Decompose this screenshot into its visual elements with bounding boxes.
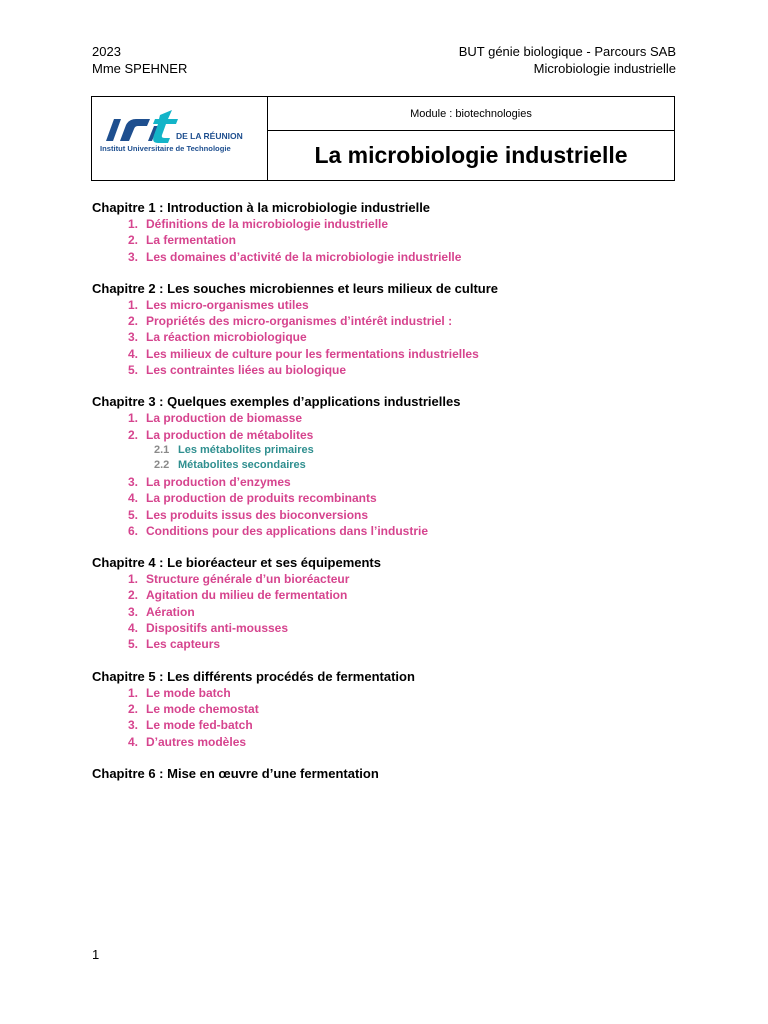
item-label: La production d’enzymes: [146, 474, 291, 489]
item-label: Agitation du milieu de fermentation: [146, 588, 348, 603]
item-number: 3.: [127, 249, 138, 264]
list-item: [92, 734, 682, 750]
sub-item-label: Les métabolites primaires: [178, 443, 314, 456]
item-number: 1.: [127, 217, 138, 231]
chapter-title: Chapitre 3 : Quelques exemples d’applications industrielles: [92, 394, 461, 410]
sub-item-label: Métabolites secondaires: [178, 459, 306, 472]
item-number: 1.: [127, 572, 138, 587]
sub-list-item: [92, 443, 682, 459]
item-label: La production de biomasse: [146, 411, 303, 426]
item-number: 3.: [127, 718, 138, 733]
item-number: 2.: [127, 588, 138, 603]
header-program: BUT génie biologique - Parcours SAB: [458, 44, 676, 59]
title-box: [91, 96, 675, 181]
item-label: Les contraintes liées au biologique: [146, 363, 347, 378]
item-label: La réaction microbiologique: [146, 330, 307, 345]
header-teacher: Mme SPEHNER: [92, 61, 188, 76]
item-label: La production de métabolites: [146, 427, 314, 442]
item-number: 3.: [127, 330, 138, 345]
item-label: Le mode batch: [146, 685, 231, 700]
item-number: 4.: [127, 491, 138, 506]
item-label: Structure générale d’un bioréacteur: [146, 572, 350, 587]
chapter-title: Chapitre 1 : Introduction à la microbiologie industrielle: [92, 200, 431, 215]
list-item: [92, 297, 682, 313]
item-label: D’autres modèles: [146, 734, 247, 749]
logo-sub-text: Institut Universitaire de Technologie: [100, 144, 231, 153]
item-label: Le mode fed-batch: [146, 718, 253, 733]
header-left: [92, 43, 187, 77]
list-item: [92, 604, 682, 620]
chapter-item-list: [92, 297, 682, 378]
item-label: Conditions pour des applications dans l’industrie: [146, 523, 429, 538]
item-number: 4.: [127, 621, 138, 636]
list-item: [92, 685, 682, 701]
sub-item-number: 2.2: [154, 459, 170, 472]
item-label: Les micro-organismes utiles: [146, 297, 309, 312]
table-of-contents: [92, 199, 682, 797]
list-item: [92, 427, 682, 443]
item-label: Les capteurs: [146, 637, 221, 652]
item-number: 2.: [127, 233, 138, 248]
list-item: [92, 249, 682, 265]
list-item: [92, 346, 682, 362]
item-number: 1.: [127, 685, 138, 700]
chapter-item-list: [92, 216, 682, 265]
item-label: Les domaines d’activité de la microbiologie industrielle: [146, 249, 462, 264]
iut-logo: [98, 107, 262, 167]
list-item: [92, 474, 682, 490]
item-number: 5.: [127, 507, 138, 522]
item-label: La fermentation: [146, 233, 237, 248]
iut-logo-mark: [106, 110, 178, 143]
header-right: [459, 43, 676, 77]
item-number: 2.: [127, 427, 138, 442]
list-item: [92, 410, 682, 426]
list-item: [92, 717, 682, 733]
list-item: [92, 362, 682, 378]
item-number: 1.: [127, 411, 138, 426]
chapter-title: Chapitre 4 : Le bioréacteur et ses équipements: [92, 555, 381, 571]
module-label: Module : biotechnologies: [268, 97, 674, 131]
chapter-title: Chapitre 5 : Les différents procédés de fermentation: [92, 668, 415, 684]
item-number: 1.: [127, 297, 138, 312]
item-number: 5.: [127, 637, 138, 652]
item-number: 5.: [127, 363, 138, 378]
chapter-item-list: [92, 410, 682, 539]
list-item: [92, 587, 682, 603]
item-label: Aération: [146, 604, 195, 619]
list-item: [92, 216, 682, 232]
item-number: 4.: [127, 734, 138, 749]
chapter-title: Chapitre 2 : Les souches microbiennes et leurs milieux de culture: [92, 280, 499, 296]
logo-cell: [92, 97, 268, 180]
list-item: [92, 523, 682, 539]
page-number: 1: [92, 947, 100, 962]
item-number: 4.: [127, 346, 138, 361]
document-title: La microbiologie industrielle: [314, 142, 628, 168]
item-number: 3.: [127, 604, 138, 619]
list-item: [92, 620, 682, 636]
sub-list-item: [92, 458, 682, 474]
sub-item-number: 2.1: [154, 443, 170, 456]
chapter-item-list: [92, 571, 682, 652]
list-item: [92, 507, 682, 523]
list-item: [92, 701, 682, 717]
list-item: [92, 329, 682, 345]
item-label: La production de produits recombinants: [146, 491, 377, 506]
item-number: 3.: [127, 474, 138, 489]
item-label: Les produits issus des bioconversions: [146, 507, 369, 522]
item-label: Les milieux de culture pour les fermentations industrielles: [146, 346, 479, 361]
item-number: 2.: [127, 701, 138, 716]
header-course: Microbiologie industrielle: [533, 61, 676, 76]
list-item: [92, 313, 682, 329]
item-number: 2.: [127, 314, 138, 329]
item-number: 6.: [127, 523, 138, 538]
chapter-title: Chapitre 6 : Mise en œuvre d’une fermentation: [92, 765, 379, 781]
item-label: Le mode chemostat: [146, 701, 259, 716]
item-label: Propriétés des micro-organismes d’intérêt industriel :: [146, 314, 453, 329]
list-item: [92, 636, 682, 652]
chapter-item-list: [92, 685, 682, 750]
item-label: Définitions de la microbiologie industrielle: [146, 217, 389, 231]
list-item: [92, 490, 682, 506]
list-item: [92, 232, 682, 248]
header-year: 2023: [92, 44, 121, 59]
list-item: [92, 571, 682, 587]
logo-region-text: DE LA RÉUNION: [176, 131, 243, 141]
item-label: Dispositifs anti-mousses: [146, 621, 289, 636]
